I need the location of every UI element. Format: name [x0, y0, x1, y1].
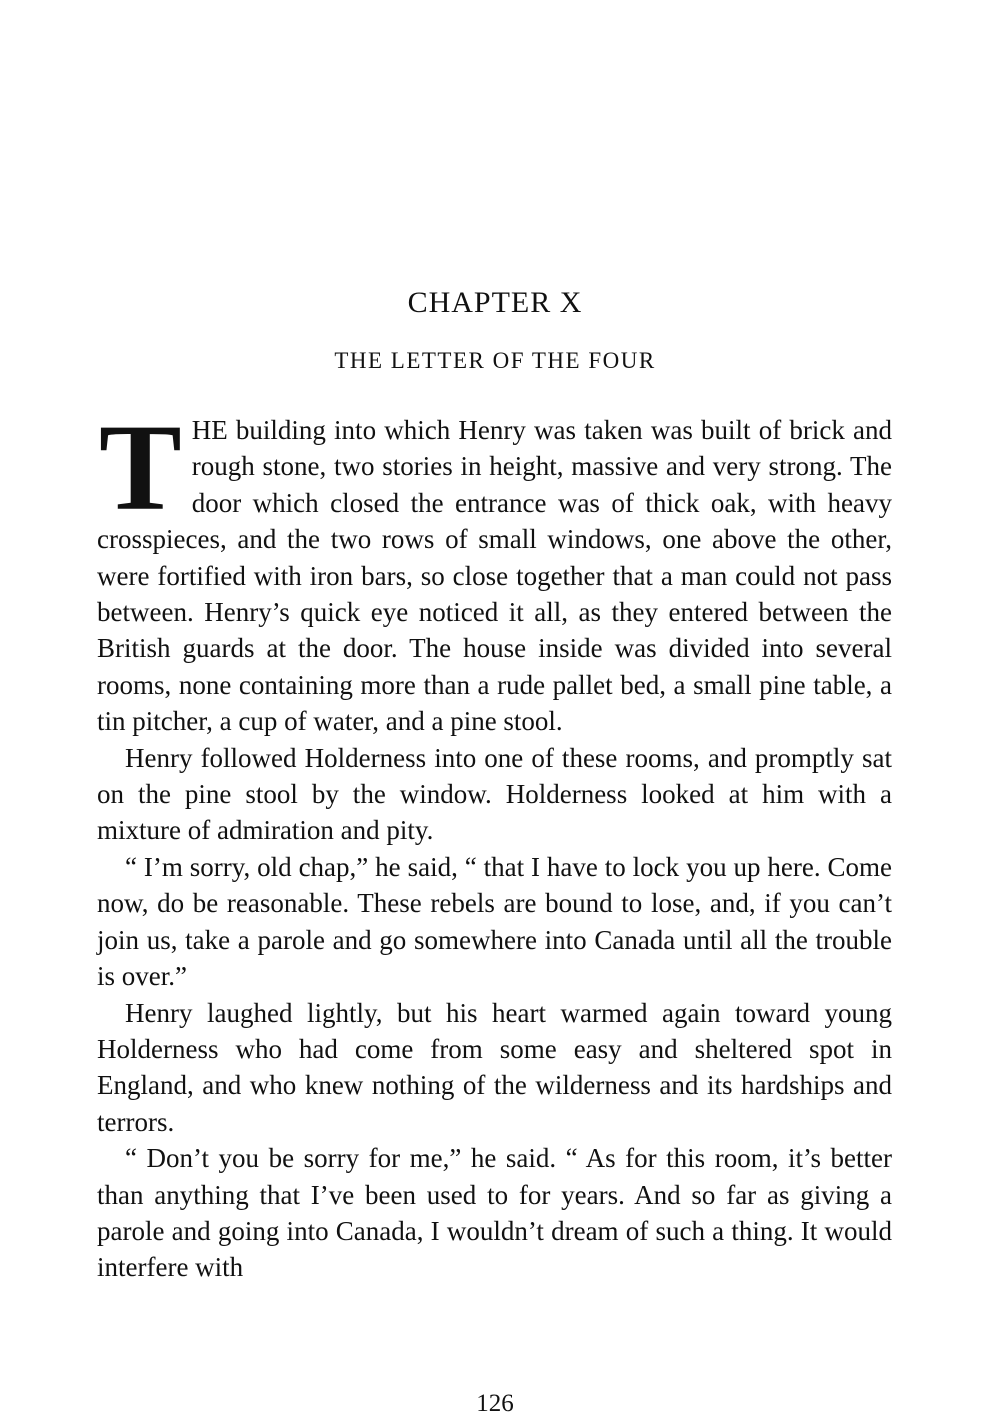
chapter-title: CHAPTER X	[407, 286, 583, 319]
chapter-body	[97, 399, 892, 1286]
paragraph-1	[97, 399, 892, 740]
drop-cap: T	[99, 399, 182, 536]
paragraph-1-text: HE building into which Henry was taken was built of brick and rough stone, two stories in height, massive and very strong. The door which closed the entrance was of thick oak, with heavy crosspieces, and the two rows of small windows, one above the other, were fortified with iron bars, so close together that a man could not pass between. Henry’s quick eye noticed it all, as they entered between the British guards at the door. The house inside was divided into several rooms, none containing more than a rude pallet bed, a small pine table, a tin pitcher, a cup of water, and a pine stool.	[97, 415, 892, 737]
page-number: 126	[476, 1390, 514, 1417]
chapter-subtitle: THE LETTER OF THE FOUR	[334, 348, 656, 373]
paragraph-2: Henry followed Holderness into one of these rooms, and promptly sat on the pine stool by the window. Holderness looked at him with a mixture of admiration and pity.	[97, 742, 892, 846]
paragraph-5: “ Don’t you be sorry for me,” he said. “ As for this room, it’s better than anything that I’ve been used to for years. And so far as giving a parole and going into Canada, I wouldn’t dream of such a thing. It would interfere with	[97, 1143, 892, 1283]
paragraph-4: Henry laughed lightly, but his heart warmed again toward young Holderness who had come from some easy and sheltered spot in England, and who knew nothing of the wilderness and its hardships and terrors.	[97, 997, 892, 1137]
paragraph-3: “ I’m sorry, old chap,” he said, “ that I have to lock you up here. Come now, do be reasonable. These rebels are bound to lose, and, if you can’t join us, take a parole and go somewhere into Canada until all the trouble is over.”	[97, 851, 892, 992]
